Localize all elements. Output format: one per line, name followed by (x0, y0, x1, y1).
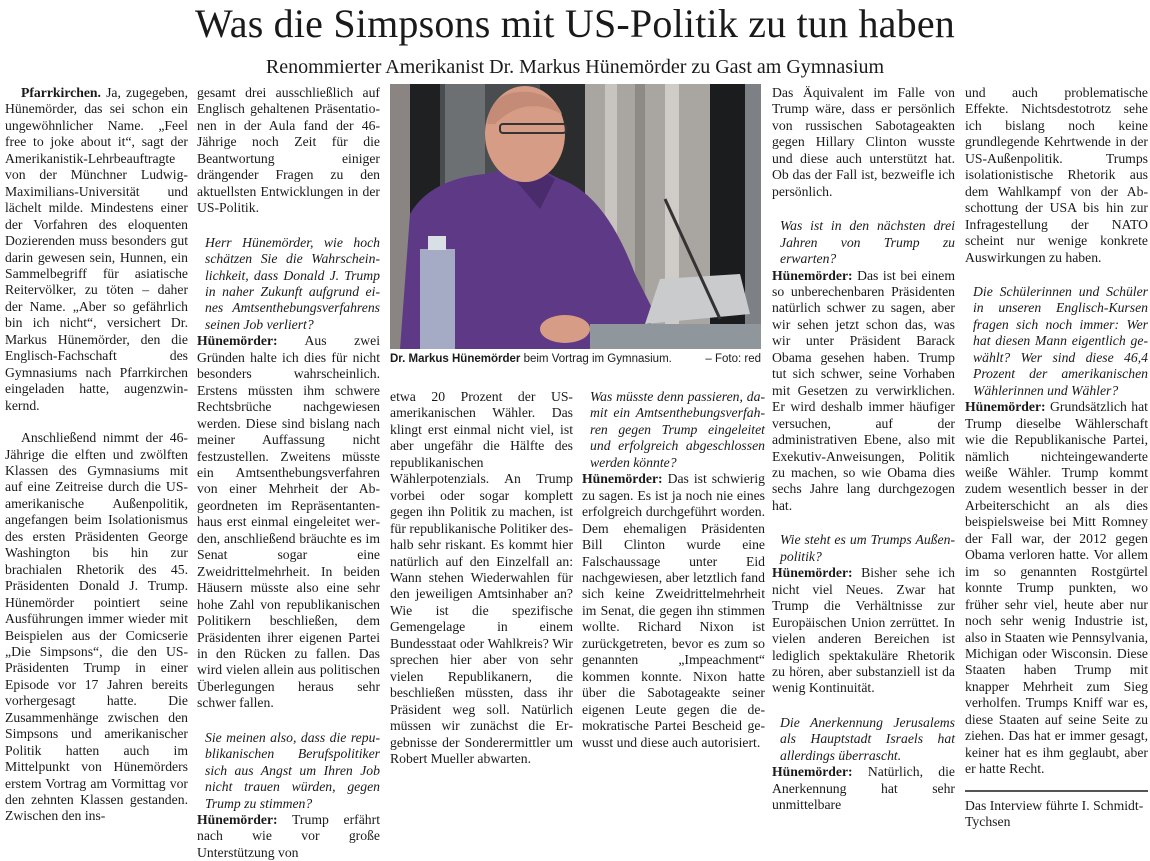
speaker-label: Hünemörder: (772, 267, 853, 283)
paragraph-text: Was müsste denn passieren, damit ein Amtsenthebungsverfahren gegen Trump eingeleitet und erfolgreich abgeschlossen werden könnte? (590, 389, 765, 470)
photo-credit: – Foto: red (705, 353, 761, 365)
article-column-6 (965, 85, 1148, 830)
headline: Was die Simpsons mit US-Politik zu tun haben (194, 1, 955, 46)
paragraph-text: Das ist schwierig zu sagen. Es ist ja noch nie eines erfolgreich durchgeführt worden. Dem ehemaligen Präsidenten Bill Clinton wurde eine Falschaussage unter Eid nachgewiesen, aber letztlich fand sich keine Zweidrittelmehrheit im Senat, die gegen ihn stimmen wollte. Richard Nixon ist zurückgetreten, bevor es zum so genannten „Impeachment“ kommen konnte. Nixon hatte über die Sabotageakte seiner eigenen Leute gegen die demokratische Partei Bescheid gewusst und diese auch autorisiert. (582, 471, 765, 750)
subheadline: Renommierter Amerikanist Dr. Markus Hünemörder zu Gast am Gymnasium (265, 56, 885, 78)
interview-question (197, 235, 380, 334)
paragraph-text: Ja, zugegeben, Hünemörder, das sei schon ein ungewöhnlicher Name. „Feel free to joke about it“, sagt der Amerikanistik-Lehrbeauftragte von der Münchner Ludwig-Maximilians-Universität und lächelt milde. Mindestens einer der Vorfahren des eloquenten Dozierenden muss besonders gut darin gewesen sein, Hunnen, ein Sammelbegriff für asiatische Reitervölker, zu töten – daher der Name. „Aber so gefährlich bin ich nicht“, versichert Dr. Markus Hünemörder, den die Englisch-Fachschaft des Gymnasiums nach Pfarrkirchen eingeladen hatte, augenzwinkernd. (5, 85, 188, 413)
speaker-label: Hünemörder: (197, 333, 278, 349)
body-paragraph (390, 389, 573, 767)
interview-answer (772, 268, 955, 515)
interview-answer (772, 764, 955, 813)
paragraph-text: Anschließend nimmt der 46-Jährige die elften und zwölften Klassen des Gymnasiums mit auf eine Zeitreise durch die US-amerikanische Außenpolitik, angefangen beim Isolationismus des ersten Präsidenten George Washington bis hin zur brachialen Rhetorik des 45. Präsidenten Donald J. Trump. Hünemörder pointiert seine Ausführungen immer wieder mit Beispielen aus der Comicserie „Die Simpsons“, die den US-Präsidenten Trump in einer Episode vor 17 Jahren bereits vorhergesagt hatte. Die Zusammenhänge zwischen den Simpsons und amerikanischer Politik hatten auch im Mittelpunkt von Hünemörders erstem Vortrag am Vormittag vor den zehnten Klassen gestanden. Zwischen den ins- (5, 430, 188, 824)
interview-question (582, 389, 765, 471)
body-paragraph (5, 430, 188, 825)
paragraph-text: Das ist bei einem so unberechenbaren Präsidenten natürlich schwer zu sagen, aber wir sehen jetzt schon das, was wir unter Präsident Barack Obama gesehen haben. Trump tut sich schwer, seine Vorhaben mit Gesetzen zu verwirklichen. Er wird deshalb immer häufiger versuchen, auf der administrativen Ebene, also mit Exekutiv-Anweisungen, Politik zu machen, so wie Obama dies sechs Jahre lang durchgezogen hat. (772, 267, 955, 513)
photo-caption (390, 352, 761, 366)
article-column-4 (582, 389, 765, 751)
interview-question (197, 730, 380, 812)
paragraph-text: Grundsätzlich hat Trump dieselbe Wählerschaft wie die Republikanische Partei, nämlich nichteingewanderte weiße Wähler. Trump kommt zudem wesentlich besser in der Arbeiterschicht an als dies beispielsweise bei Mitt Romney der Fall war, der 2012 gegen Obama verloren hatte. Vor allem im so genannten Rostgürtel konnte Trump punkten, wo früher sehr viel, heute aber nur noch sehr wenig Industrie ist, also in Staaten wie Pennsylvania, Michigan oder Wisconsin. Diese Staaten haben Trump mit knapper Mehrheit zum Sieg verholfen. Trumps Kniff war es, diese Staaten auf seine Seite zu ziehen. Das hat er immer gesagt, keiner hat es ihm geglaubt, aber er hatte Recht. (965, 399, 1148, 777)
body-paragraph (965, 85, 1148, 266)
paragraph-text: gesamt drei ausschließlich auf Englisch gehaltenen Präsentationen in der Aula fand der 46-Jährige noch Zeit für die Beantwortung einiger drängender Fragen zu den aktuellsten Entwicklungen in der US-Politik. (197, 85, 380, 216)
paragraph-text: und auch problematische Effekte. Nichtsdestotrotz sehe ich bislang noch keine grundlegende Kehrtwende in der US-Außenpolitik. Trumps isolationistische Rhetorik aus dem Wahlkampf von der Abschottung der USA bis hin zur Infragestellung der NATO scheint nur wenige konkrete Auswirkungen zu haben. (965, 85, 1148, 265)
caption-text (390, 352, 672, 366)
paragraph-text: Die Schülerinnen und Schüler in unseren Englisch-Kursen fragen sich noch immer: Wer hat diesen Mann eigentlich gewählt? Wer sind diese 46,4 Prozent der amerikanischen Wählerinnen und Wähler? (973, 283, 1148, 398)
interview-credit: Das Interview führte I. Schmidt-Tychsen (965, 797, 1144, 830)
speaker-label: Hünemörder: (582, 471, 663, 487)
body-paragraph (197, 85, 380, 217)
divider (965, 790, 1148, 792)
article-column-3 (390, 389, 573, 767)
interview-question (772, 532, 955, 565)
speaker-photo-image (390, 84, 761, 349)
speaker-label: Hünemörder: (965, 399, 1046, 415)
dateline: Pfarrkirchen. (21, 85, 101, 100)
interview-question (772, 715, 955, 764)
interview-answer (582, 471, 765, 751)
body-paragraph (5, 85, 188, 414)
interview-question (965, 284, 1148, 399)
caption-name: Dr. Markus Hünemörder (390, 353, 521, 365)
paragraph-text: Natürlich, die Anerkennung hat sehr unmittelbare (772, 764, 955, 813)
paragraph-text: Aus zwei Gründen halte ich dies für nicht besonders wahrscheinlich. Erstens müssten ihm schwere Rechtsbrüche nachgewiesen werden. Diese sind bislang nach meiner Auffassung nicht festzustellen. Zweitens müsste ein Amtsenthebungsverfahren von einer Mehrheit der Abgeordneten im Repräsentantenhaus erst einmal eingeleitet werden, anschließend bräuchte es im Senat sogar eine Zweidrittelmehrheit. In beiden Häusern müsste also eine sehr hohe Zahl von republikanischen Politikern beschließen, dem Präsidenten ihrer eigenen Partei in den Rücken zu fallen. Das wird vielen allein aus politischen Überlegungen heraus sehr schwer fallen. (197, 333, 380, 711)
speaker-label: Hünemörder: (772, 764, 853, 780)
speaker-photo (390, 84, 761, 349)
paragraph-text: Trump erfährt nach wie vor große Unterstützung von (197, 812, 380, 860)
paragraph-text: Die Anerkennung Jerusalems als Hauptstadt Israels hat allerdings überrascht. (780, 714, 955, 763)
body-paragraph (772, 85, 955, 200)
interview-answer (965, 399, 1148, 777)
article-column-5 (772, 85, 955, 814)
paragraph-text: Wie steht es um Trumps Außenpolitik? (780, 532, 955, 564)
speaker-label: Hünemörder: (197, 812, 278, 828)
paragraph-text: Das Äquivalent im Falle von Trump wäre, dass er persönlich von russischen Sabotageakten gegen Hillary Clinton wusste und diese auch unterstützt hat. Ob das der Fall ist, bezweifle ich persönlich. (772, 85, 955, 199)
article-column-2 (197, 85, 380, 861)
paragraph-text: etwa 20 Prozent der US-amerikanischen Wähler. Das klingt erst einmal nicht viel, ist aber ungefähr die Hälfte des republikanischen Wählerpotenzials. An Trump vorbei oder sogar komplett gegen ihn Politik zu machen, ist für republikanische Politiker deshalb sehr riskant. Es kommt hier natürlich auf den Einzelfall an: Wann stehen Wiederwahlen für den jeweiligen Amtsinhaber an? Wie ist die spezifische Gemengelage in einem Bundesstaat oder Wahlkreis? Wir sprechen hier aber von sehr vielen Republikanern, die beschließen müssten, dass ihr Präsident weg soll. Natürlich müssen wir zunächst die Ergebnisse der Sonderermittler um Robert Mueller abwarten. (390, 389, 573, 766)
interview-answer (197, 812, 380, 861)
paragraph-text: Bisher sehe ich nicht viel Neues. Zwar hat Trump die Verhältnisse zur Europäischen Union zerrüttet. In vielen anderen Bereichen ist lediglich spektakuläre Rhetorik zu hören, aber substanziell ist da wenig Kontinuität. (772, 565, 955, 696)
paragraph-text: Was ist in den nächsten drei Jahren von Trump zu erwarten? (780, 218, 955, 267)
speaker-label: Hünemörder: (772, 565, 853, 581)
interview-answer (197, 333, 380, 711)
paragraph-text: Herr Hünemörder, wie hoch schätzen Sie die Wahrscheinlichkeit, dass Donald J. Trump in naher Zukunft aufgrund eines Amtsenthebungsverfahrens seinen Job verliert? (205, 234, 380, 332)
interview-answer (772, 565, 955, 697)
paragraph-text: Sie meinen also, dass die republikanischen Berufspolitiker sich aus Angst um Ihren Job nicht trauen würden, gegen Trump zu stimmen? (205, 729, 380, 811)
interview-question (772, 218, 955, 267)
article-column-1 (5, 85, 188, 825)
caption-description: beim Vortrag im Gymnasium. (523, 353, 672, 365)
